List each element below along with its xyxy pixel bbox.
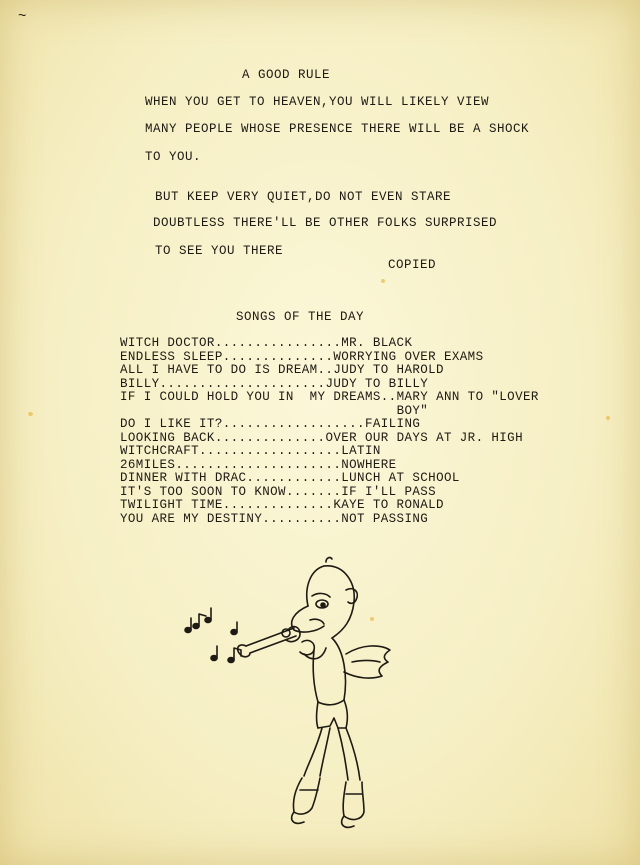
attribution: COPIED	[388, 258, 437, 272]
poem-line-1: WHEN YOU GET TO HEAVEN,YOU WILL LIKELY VIEW	[145, 95, 490, 109]
song-answer: WORRYING OVER EXAMS	[333, 349, 484, 364]
song-row	[120, 459, 570, 473]
poem-line-2: MANY PEOPLE WHOSE PRESENCE THERE WILL BE A SHOCK	[145, 122, 530, 136]
song-row	[120, 391, 570, 418]
song-title: DO I LIKE IT?	[120, 417, 223, 431]
song-row	[120, 337, 570, 351]
song-answer: IF I'LL PASS	[341, 484, 437, 499]
song-title: WITCH DOCTOR	[120, 336, 215, 350]
poem-line-3: TO YOU.	[145, 150, 202, 164]
song-row	[120, 486, 570, 500]
song-row	[120, 418, 570, 432]
poem-line-4: BUT KEEP VERY QUIET,DO NOT EVEN STARE	[155, 190, 452, 204]
song-row	[120, 432, 570, 446]
song-title: IT'S TOO SOON TO KNOW	[120, 484, 286, 499]
song-row	[120, 513, 570, 527]
leader-dots: ................	[214, 336, 342, 350]
song-answer: JUDY TO HAROLD	[333, 363, 444, 377]
leader-dots: .....................	[175, 457, 342, 472]
good-rule-title: A GOOD RULE	[242, 68, 331, 82]
song-title: LOOKING BACK	[120, 430, 215, 445]
poem-line-5: DOUBTLESS THERE'LL BE OTHER FOLKS SURPRISED	[153, 216, 498, 230]
song-answer: LATIN	[341, 444, 381, 458]
song-answer: MARY ANN TO "LOVER BOY"	[396, 390, 547, 418]
music-notes-icon	[185, 608, 241, 663]
leader-dots: .......	[285, 484, 342, 499]
leader-dots: ..........	[262, 511, 342, 526]
cupid-trumpet-drawing	[176, 550, 406, 840]
paper-stain	[606, 416, 610, 420]
song-title: DINNER WITH DRAC	[120, 471, 247, 485]
song-answer: NOWHERE	[341, 457, 397, 472]
song-answer: FAILING	[364, 417, 421, 431]
corner-mark: ~	[18, 9, 27, 25]
song-title: ALL I HAVE TO DO IS DREAM	[120, 363, 318, 377]
song-title: IF I COULD HOLD YOU IN MY DREAMS	[120, 390, 381, 404]
song-row	[120, 378, 570, 392]
song-row	[120, 499, 570, 513]
poem-line-6: TO SEE YOU THERE	[155, 244, 284, 258]
song-answer: MR. BLACK	[341, 336, 413, 350]
song-title: BILLY	[120, 376, 160, 391]
leader-dots: ..	[317, 363, 334, 377]
song-answer: NOT PASSING	[341, 511, 429, 526]
song-answer: LUNCH AT SCHOOL	[341, 471, 460, 485]
song-title: YOU ARE MY DESTINY	[120, 511, 263, 526]
song-answer: JUDY TO BILLY	[325, 376, 429, 391]
song-row	[120, 351, 570, 365]
song-title: TWILIGHT TIME	[120, 498, 223, 512]
songs-title: SONGS OF THE DAY	[236, 310, 365, 324]
leader-dots: ..................	[222, 417, 365, 431]
song-title: ENDLESS SLEEP	[120, 349, 223, 364]
leader-dots: ..............	[222, 349, 334, 364]
song-row	[120, 445, 570, 459]
song-title: WITCHCRAFT	[120, 444, 200, 458]
paper-stain	[28, 412, 33, 416]
leader-dots: ..................	[199, 444, 342, 458]
paper-stain	[381, 279, 385, 283]
songs-list	[120, 337, 570, 526]
leader-dots: .....................	[159, 376, 326, 391]
song-answer: KAYE TO RONALD	[333, 498, 444, 512]
song-title: 26MILES	[120, 457, 176, 472]
leader-dots: ..	[380, 390, 397, 404]
song-row	[120, 364, 570, 378]
leader-dots: ............	[246, 471, 342, 485]
song-row	[120, 472, 570, 486]
leader-dots: ..............	[214, 430, 326, 445]
song-answer: OVER OUR DAYS AT JR. HIGH	[325, 430, 523, 445]
leader-dots: ..............	[222, 498, 334, 512]
